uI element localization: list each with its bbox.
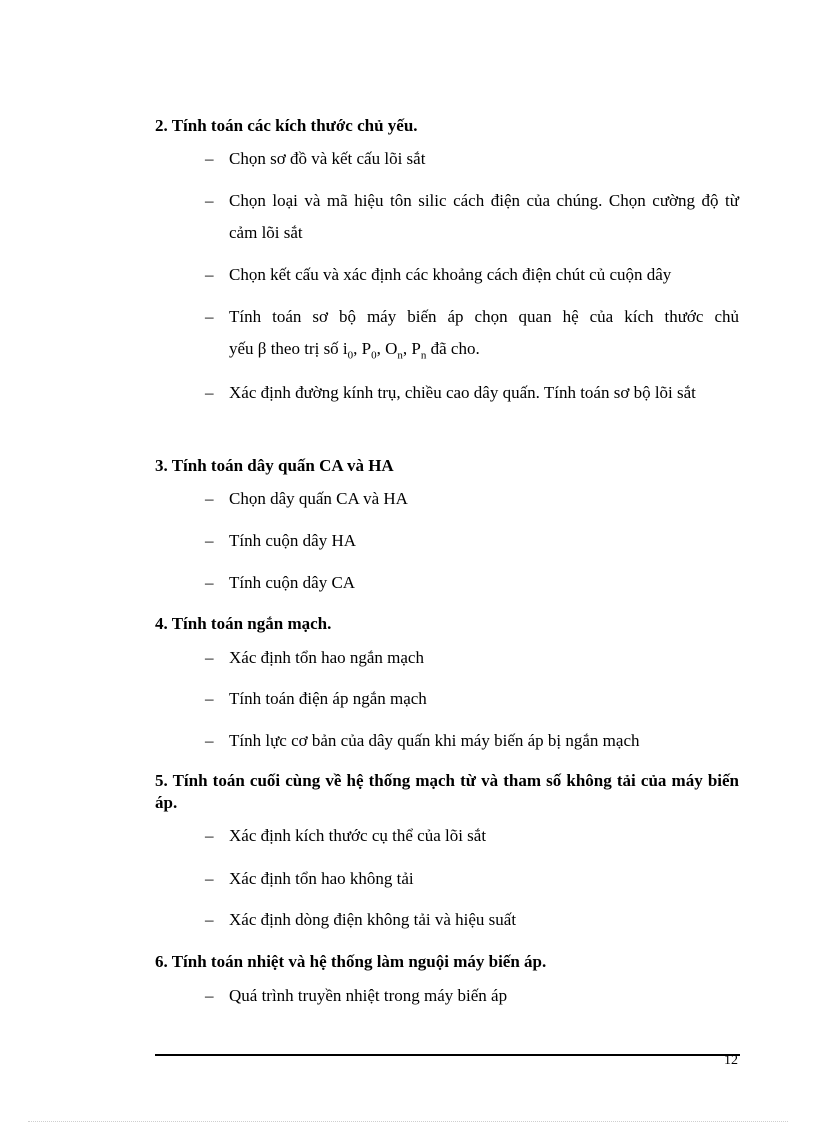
formula-line-2: yếu β theo trị số $i_0$, $P_0$, $O_n$, $P_n$ đã cho. xyxy=(229,339,480,362)
list-item-text: Xác định kích thước cụ thể của lõi sắt xyxy=(229,826,487,845)
list-item-text: Tính toán điện áp ngắn mạch xyxy=(229,689,427,708)
list-item-text: Tính cuộn dây HA xyxy=(229,531,357,550)
section-heading: 5. Tính toán cuối cùng về hệ thống mạch từ và tham số không tải của máy biến áp. xyxy=(155,771,739,812)
list-item xyxy=(205,642,739,674)
list-item xyxy=(205,143,739,175)
section-heading: 4. Tính toán ngắn mạch. xyxy=(155,614,332,633)
list-item xyxy=(205,863,739,895)
bullet-dash: – xyxy=(205,573,214,592)
bullet-dash: – xyxy=(205,689,214,708)
list-item xyxy=(205,525,739,557)
bullet-dash: – xyxy=(205,149,214,168)
section-heading: 6. Tính toán nhiệt và hệ thống làm nguội máy biến áp. xyxy=(155,952,547,971)
bullet-dash: – xyxy=(205,383,214,402)
list-item-text: Tính cuộn dây CA xyxy=(229,573,356,592)
bullet-dash: – xyxy=(205,826,214,845)
list-item xyxy=(205,185,739,249)
bullet-dash: – xyxy=(205,648,214,667)
list-item-text: Chọn kết cấu và xác định các khoảng cách điện chút củ cuộn dây xyxy=(229,265,672,284)
page-number: 12 xyxy=(724,1053,738,1068)
list-item-text: Xác định tổn hao không tải xyxy=(229,869,414,888)
page-bottom-border xyxy=(28,1121,788,1122)
list-item xyxy=(205,683,739,715)
list-item-text: Chọn loại và mã hiệu tôn silic cách điện của chúng. Chọn cường độ từ cảm lõi sắt xyxy=(229,191,739,242)
list-item xyxy=(205,980,739,1012)
list-item-text: Xác định tổn hao ngắn mạch xyxy=(229,648,424,667)
list-item-text: Xác định đường kính trụ, chiều cao dây quấn. Tính toán sơ bộ lõi sắt xyxy=(229,383,696,402)
list-item xyxy=(205,725,739,757)
list-item-text: Xác định dòng điện không tải và hiệu suất xyxy=(229,910,517,929)
bullet-dash: – xyxy=(205,307,214,326)
formula-line-1: Tính toán sơ bộ máy biến áp chọn quan hệ của kích thước chủ xyxy=(229,307,739,326)
list-item-text: Chọn dây quấn CA và HA xyxy=(229,489,408,508)
bullet-dash: – xyxy=(205,731,214,750)
list-item xyxy=(205,820,739,852)
bullet-dash: – xyxy=(205,986,214,1005)
section-heading: 2. Tính toán các kích thước chủ yếu. xyxy=(155,116,418,135)
footer-rule xyxy=(155,1054,740,1056)
list-item xyxy=(205,377,739,409)
list-item xyxy=(205,259,739,291)
bullet-dash: – xyxy=(205,910,214,929)
list-item xyxy=(205,567,739,599)
list-item xyxy=(205,904,739,936)
bullet-dash: – xyxy=(205,531,214,550)
list-item-text: Chọn sơ đồ và kết cấu lõi sắt xyxy=(229,149,426,168)
bullet-dash: – xyxy=(205,489,214,508)
list-item-formula xyxy=(205,301,739,365)
section-heading: 3. Tính toán dây quấn CA và HA xyxy=(155,456,394,475)
list-item-text: Quá trình truyền nhiệt trong máy biến áp xyxy=(229,986,508,1005)
bullet-dash: – xyxy=(205,265,214,284)
bullet-dash: – xyxy=(205,191,214,210)
list-item-text: Tính lực cơ bản của dây quấn khi máy biến áp bị ngắn mạch xyxy=(229,731,640,750)
bullet-dash: – xyxy=(205,869,214,888)
list-item xyxy=(205,483,739,515)
